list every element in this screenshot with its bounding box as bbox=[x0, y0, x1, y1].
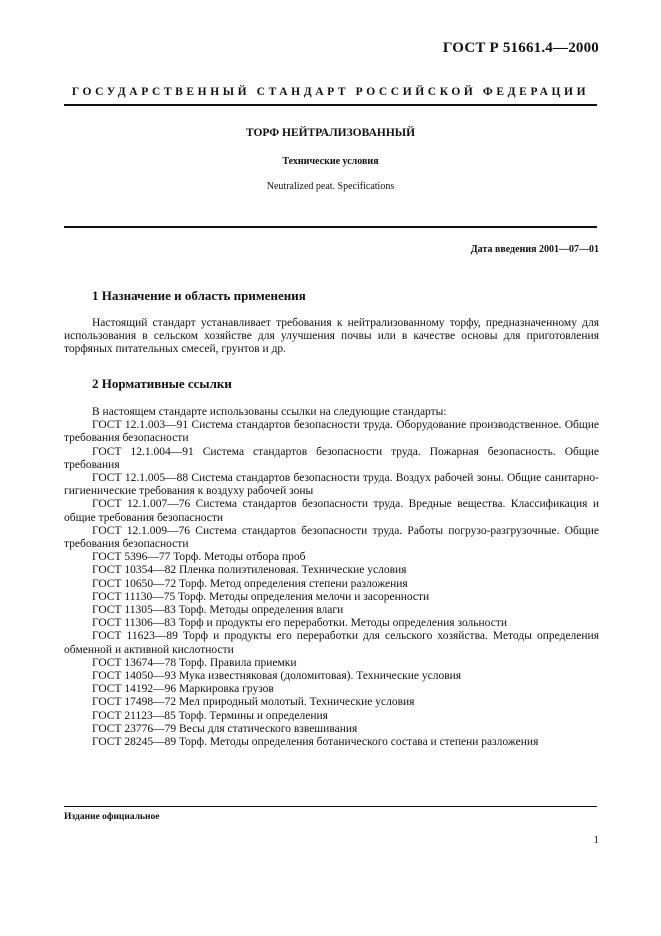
reference-item: ГОСТ 10354—82 Пленка полиэтиленовая. Технические условия bbox=[92, 564, 407, 577]
header-divider bbox=[64, 104, 597, 106]
section-2-heading: 2 Нормативные ссылки bbox=[92, 376, 232, 391]
official-edition-label: Издание официальное bbox=[64, 812, 160, 822]
document-title: ТОРФ НЕЙТРАЛИЗОВАННЫЙ bbox=[245, 127, 416, 139]
introduction-date: Дата введения 2001—07—01 bbox=[470, 244, 599, 255]
reference-item: ГОСТ 12.1.005—88 Система стандартов безопасности труда. Воздух рабочей зоны. Общие санитарно-гигиенические требования к воздуху рабочей зоны bbox=[64, 472, 599, 498]
section-1-heading: 1 Назначение и область применения bbox=[92, 288, 306, 303]
reference-list bbox=[64, 419, 599, 749]
reference-item: ГОСТ 23776—79 Весы для статического взвешивания bbox=[92, 722, 358, 735]
title-divider bbox=[64, 226, 597, 228]
reference-item: ГОСТ 11305—83 Торф. Методы определения влаги bbox=[92, 604, 344, 617]
reference-item: ГОСТ 10650—72 Торф. Метод определения степени разложения bbox=[92, 577, 408, 590]
gost-number: ГОСТ Р 51661.4—2000 bbox=[442, 40, 599, 56]
reference-item: ГОСТ 21123—85 Торф. Термины и определения bbox=[92, 709, 328, 722]
reference-item: ГОСТ 14050—93 Мука известняковая (доломитовая). Технические условия bbox=[92, 670, 462, 683]
reference-item: ГОСТ 12.1.004—91 Система стандартов безопасности труда. Пожарная безопасность. Общие требования bbox=[64, 445, 599, 471]
section-2-body bbox=[64, 406, 599, 749]
state-standard-heading: ГОСУДАРСТВЕННЫЙ СТАНДАРТ РОССИЙСКОЙ ФЕДЕРАЦИИ bbox=[71, 86, 590, 98]
section-1-body bbox=[64, 317, 599, 357]
reference-item: ГОСТ 11623—89 Торф и продукты его переработки для сельского хозяйства. Методы определения обменной и активной кислотности bbox=[64, 630, 599, 656]
footer-divider bbox=[64, 806, 597, 807]
section-1-paragraph: Настоящий стандарт устанавливает требования к нейтрализованному торфу, предназначенному для использования в сельском хозяйстве для улучшения почвы или в качестве основы для приготовления торфяных питательных смесей, грунтов и др. bbox=[64, 317, 599, 356]
reference-item: ГОСТ 13674—78 Торф. Правила приемки bbox=[92, 656, 297, 669]
document-subtitle: Технические условия bbox=[282, 156, 379, 167]
reference-item: ГОСТ 28245—89 Торф. Методы определения ботанического состава и степени разложения bbox=[92, 736, 539, 749]
reference-item: ГОСТ 12.1.007—76 Система стандартов безопасности труда. Вредные вещества. Классификация и общие требования безопасности bbox=[64, 498, 599, 524]
reference-item: ГОСТ 12.1.009—76 Система стандартов безопасности труда. Работы погрузо-разгрузочные. Общие требования безопасности bbox=[64, 524, 599, 551]
reference-item: ГОСТ 17498—72 Мел природный молотый. Технические условия bbox=[92, 696, 415, 709]
reference-item: ГОСТ 14192—96 Маркировка грузов bbox=[92, 683, 274, 696]
reference-item: ГОСТ 11130—75 Торф. Методы определения мелочи и засоренности bbox=[92, 590, 430, 603]
reference-item: ГОСТ 11306—83 Торф и продукты его переработки. Методы определения зольности bbox=[92, 617, 508, 630]
reference-item: ГОСТ 12.1.003—91 Система стандартов безопасности труда. Оборудование производственное. Общие требования безопасности bbox=[64, 419, 599, 445]
page-number: 1 bbox=[593, 834, 599, 846]
section-2-intro: В настоящем стандарте использованы ссылки на следующие стандарты: bbox=[92, 406, 447, 418]
reference-item: ГОСТ 5396—77 Торф. Методы отбора проб bbox=[92, 551, 306, 564]
english-title: Neutralized peat. Specifications bbox=[266, 181, 395, 192]
